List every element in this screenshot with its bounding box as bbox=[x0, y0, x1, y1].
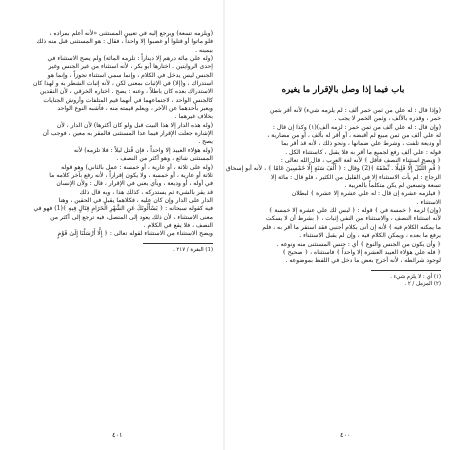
footnote: (١) أي : لا يلزم شيء . bbox=[390, 273, 441, 280]
footnote: (1) البقرة / ٢١٧ . bbox=[172, 246, 213, 253]
text-line: قوله : علي ألف رفع لجميع ما أقر به فلا يقبل ، كاستثناء الكل . bbox=[285, 148, 441, 156]
text-line: ما يمكنه الكلام فيه ﴾ لأنه إن أتى بكلام أجنبي فقد استقر ما أقر به ، فلم bbox=[262, 223, 441, 231]
text-line: (وإن) لزمه ﴿ خمسة في ﴾ قوله : ﴿ ليس لك علي عشرة إلا خمسة ﴾ bbox=[268, 207, 441, 215]
footnote-divider bbox=[143, 243, 213, 244]
text-line: ﴿ وأن يكون من الجنس والنوع ﴾ أي : جنس المستثنى منه ونوعه . bbox=[276, 240, 441, 248]
text-line: ويصح الاستثناء من الاستثناء لقوله تعالى : ﴿ إِلَّا أَرْسَلْنَا إِلَىٰ قَوْمٍ bbox=[57, 230, 213, 238]
text-line: لأنه استثناء النصف ، والاستثناء من النفي إثبات ، ﴿ بشرط أن لا يسكت bbox=[265, 215, 441, 223]
text-line: النصف ، فلا يقع في الكلام . bbox=[143, 221, 213, 229]
text-line: تسعة وتسعين لم يكن متكلماً بالعربية . bbox=[344, 182, 441, 190]
text-line: (وإذا قال : له علي من ثمن خمر ألف : لم يلزمه شيء) لأنه أقر بثمن bbox=[270, 107, 441, 114]
text-line: بيمينه . bbox=[195, 46, 213, 54]
text-line: بخلاف غيرهما . bbox=[174, 113, 213, 121]
text-line: ثلاثة أو عارية ، أو خمسة ، ولا يكون إقراراً ، لأنه رفع بآخر كلامه ما bbox=[49, 171, 213, 179]
text-line: (وله علي مائة درهم إلا ديناراً : تلزمه المائة) ولم يصح الاستثناء في bbox=[47, 55, 213, 63]
text-line: الزجاج : لم يأت الاستثناء إلا في القليل من الكثير ، فلو قال : مائة إلا bbox=[271, 173, 441, 181]
book-gutter bbox=[223, 0, 225, 450]
text-line: لوجود شرائطه ، لأنه أخرج بعض ما دخل في اللفظ بموضوعه . bbox=[285, 257, 441, 265]
text-line: فلو ماتوا أو قتلوا أو غصبوا إلا واحداً ، فقال : هو المستثنى قبل منه ذلك bbox=[36, 38, 213, 46]
left-page-body bbox=[17, 30, 213, 239]
left-page bbox=[17, 30, 213, 425]
right-page-body bbox=[225, 107, 441, 266]
text-line: المستثنى شائع ، وهو أكثر من النصف . bbox=[116, 155, 213, 163]
text-line: استدراك ، و(إلا) في الإثبات بمعنى لكن ، لأنه إثبات الشطر به و لهذا كان bbox=[33, 80, 213, 88]
text-line: الدار على الدار وإن كان عليه ، فكلاهما يقبل في الحقين ، وهنا bbox=[58, 196, 213, 204]
text-line: معنى الاستثناء ، لأن ذلك يعود إلى المتصل، فيه ترجع إلى أكثر من bbox=[50, 213, 213, 221]
text-line: الاستدراك بعده كان باطلاً ، وعنه : يصح . اختاره الخرقي ، لأن النقدين bbox=[39, 88, 213, 96]
text-line: (وله على ثلاثة ، أو عارية ، أو خمسة : عمل بالثاني) وهو قوله bbox=[61, 163, 213, 171]
text-line: فيه كقوله سبحانه : ﴿ يَسْأَلُونَكَ عَنِ الشَّهْرِ الْحَرَامِ قِتَالٍ فِيهِ ﴾(1) فهو في bbox=[33, 205, 213, 213]
text-line: ويعبر بأحدهما عن الآخر ، ويعلم قيمته منه ، فأشبه النوع الواحد bbox=[57, 105, 213, 113]
text-line: قد يقر بالشيء ثم يستدركه ، كذلك هذا ، وبه قال ذلك bbox=[79, 188, 213, 196]
text-line: خمر ، وقدره بالألف ، وثمن الخمر لا يجب . bbox=[334, 115, 441, 123]
text-line: أو وديعة تلفت ، وشرط علي ضمانها ، ونحو ذلك ، لأنه قد أقر بما bbox=[281, 140, 441, 148]
text-line: (وله هذه الدار إلا هذا البيت قبل ولو كان أكثرها) لأن الدار ، لأن bbox=[56, 121, 213, 129]
text-line: إحدى الروايتين . اختارها أبو بكر ، لأنه استثناء من غير الجنس وغير bbox=[48, 63, 213, 71]
footnote: (٢) المزمل / ٢ . bbox=[404, 280, 441, 287]
text-line: ﴿ فيلزمه عشرة إن قال : له علي عشرة إلا عشرة ﴾ لبطلان bbox=[291, 190, 441, 198]
text-line: الإشارة جعلت الإقرار فيما عدا المستثنى فالمقر به معين ، فوجب أن bbox=[42, 130, 213, 138]
footnote-divider bbox=[371, 270, 441, 271]
text-line: يصح . bbox=[198, 138, 213, 146]
text-line: يرفع ما بعده ، ويمكن الكلام فيه ، وإن لم يقبل الاستثناء . bbox=[299, 232, 441, 240]
text-line: ﴿ قُمِ اللَّيْلَ إِلَّا قَلِيلًا . نِّصْفَهُ ﴾(2) وقال : ﴿ أَلْفَ سَنَةٍ إِلَّا خَمْسِينَ عَامًا ﴾ ، لأنه أبو إسحاق bbox=[225, 165, 441, 173]
text-line: ﴿ وَيصح استثناء النصف فأقل ﴾ لأنه لغة العرب ، قال الله تعالى : bbox=[280, 157, 441, 165]
text-line: (وله هؤلاء العبيد إلا واحداً ، فإن قُتل ليلاً : فلا تلزمه) لأنه bbox=[73, 146, 213, 154]
page-number: ٤٠١ bbox=[112, 431, 123, 439]
chapter-title: باب فيما إذا وصل بالإقرار ما يغيره bbox=[281, 85, 405, 95]
text-line: له علي ألف من ثمن مبيع لم أقبضه ، أو أقر له بألف ، أو من مضاربة ، bbox=[267, 132, 441, 140]
text-line: (ويلزمه تسعة) ويرجع إليه في تعيين المستثنى «لأنه أعلم بمراده ، bbox=[49, 30, 213, 37]
text-line: في أوله ، أو وديعة ، وبأي يعني في الإقرار ، قال : ولأن الإنسان bbox=[56, 180, 213, 188]
text-line: (وإن قال : له علي ألف من ثمن خمر : لزمه ألف)(١) وكذا إن قال : bbox=[272, 123, 441, 131]
text-line: الجنس ليس يدخل في الكلام ، وإنما سمي استثناء تجوزاً ، وإنما هو bbox=[47, 71, 213, 79]
text-line: ﴿ فله علي هؤلاء العبيد العشرة إلا واحداً ﴾ فاستثناه ، ﴿ صحيح ﴾ bbox=[282, 248, 441, 256]
text-line: كالجنس الواحد ، لاجتماعهما في أنهما قيم المتلفات وأروش الجنايات bbox=[43, 96, 213, 104]
text-line: الاستثناء . bbox=[416, 198, 441, 206]
right-page bbox=[225, 30, 441, 425]
page-number: ٤٠٠ bbox=[340, 431, 351, 439]
